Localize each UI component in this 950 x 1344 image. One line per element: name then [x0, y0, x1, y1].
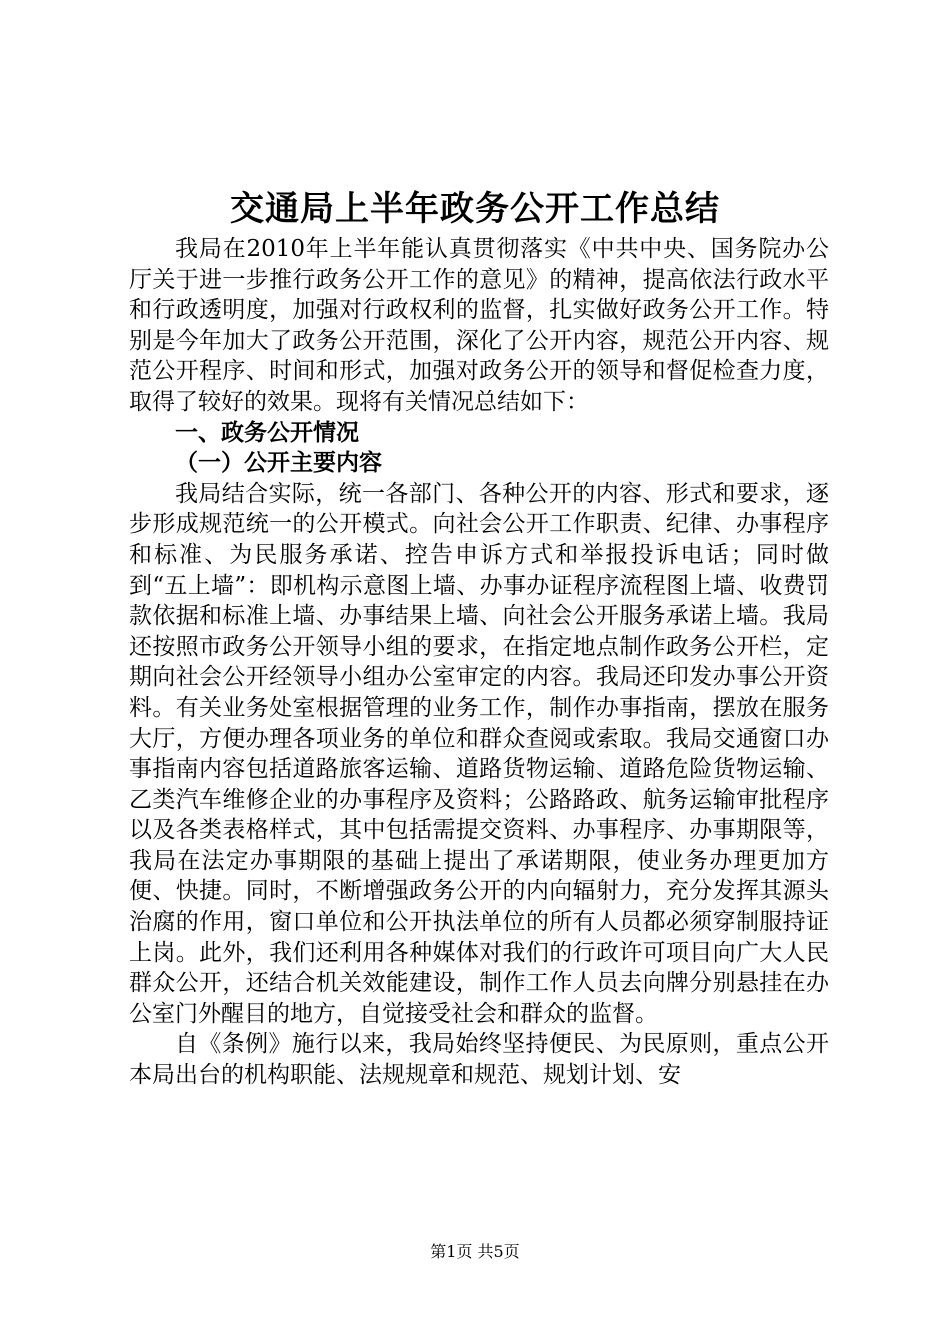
document-body [129, 234, 829, 1091]
page-number-footer: 第1页 共5页 [430, 1242, 520, 1261]
document-title: 交通局上半年政务公开工作总结 [230, 189, 720, 229]
body-paragraph: 自《条例》施行以来，我局始终坚持便民、为民原则，重点公开本局出台的机构职能、法规规章和规范、规划计划、安 [129, 1031, 829, 1089]
subsection-heading: （一）公开主要内容 [175, 450, 382, 477]
body-paragraph: 我局结合实际，统一各部门、各种公开的内容、形式和要求，逐步形成规范统一的公开模式。向社会公开工作职责、纪律、办事程序和标准、为民服务承诺、控告申诉方式和举报投诉电话；同时做到“五上墙”：即机构示意图上墙、办事办证程序流程图上墙、收费罚款依据和标准上墙、办事结果上墙、向社会公开服务承诺上墙。我局还按照市政务公开领导小组的要求，在指定地点制作政务公开栏，定期向社会公开经领导小组办公室审定的内容。我局还印发办事公开资料。有关业务处室根据管理的业务工作，制作办事指南，摆放在服务大厅，方便办理各项业务的单位和群众查阅或索取。我局交通窗口办事指南内容包括道路旅客运输、道路货物运输、道路危险货物运输、乙类汽车维修企业的办事程序及资料；公路路政、航务运输审批程序以及各类表格样式，其中包括需提交资料、办事程序、办事期限等，我局在法定办事期限的基础上提出了承诺期限，使业务办理更加方便、快捷。同时，不断增强政务公开的内向辐射力，充分发挥其源头治腐的作用，窗口单位和公开执法单位的所有人员都必须穿制服持证上岗。此外，我们还利用各种媒体对我们的行政许可项目向广大人民群众公开，还结合机关效能建设，制作工作人员去向牌分别悬挂在办公室门外醒目的地方，自觉接受社会和群众的监督。 [129, 480, 829, 1027]
section-heading: 一、政务公开情况 [175, 419, 359, 446]
intro-paragraph: 我局在2010年上半年能认真贯彻落实《中共中央、国务院办公厅关于进一步推行政务公开工作的意见》的精神，提高依法行政水平和行政透明度，加强对行政权利的监督，扎实做好政务公开工作。特别是今年加大了政务公开范围，深化了公开内容，规范公开内容、规范公开程序、时间和形式，加强对政务公开的领导和督促检查力度，取得了较好的效果。现将有关情况总结如下： [129, 236, 829, 415]
